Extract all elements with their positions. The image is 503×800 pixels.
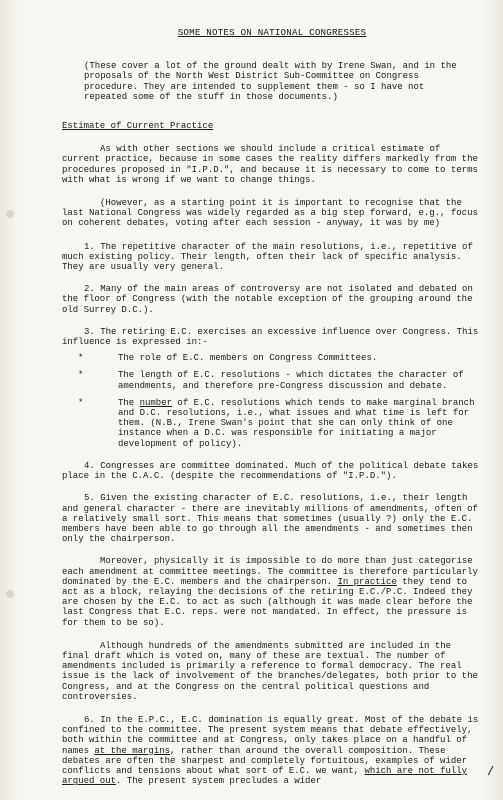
continuation-mark: / (487, 765, 495, 779)
bullet-item (62, 398, 482, 449)
numbered-point-3: 3. The retiring E.C. exercises an excessive influence over Congress. This influence is expressed in:- (62, 326, 479, 348)
bullet-item (62, 353, 482, 363)
underlined-text: at the margins (94, 745, 171, 756)
bullet-text-start: The (118, 397, 140, 408)
paragraph-text-end: they tend to act as a block, relaying the decisions of the retiring E.C./P.C. Indeed they are chosen by the E.C. to act as such (although it was made clear before the last Congress that E.C. reps. were not mandated. In effect, the pressure is for them to be so). (62, 576, 473, 628)
punch-hole (6, 590, 14, 598)
paragraph (62, 556, 482, 627)
numbered-point-6 (62, 715, 482, 786)
numbered-point-4: 4. Congresses are committee dominated. Much of the political debate takes place in the C.A.C. (despite the recommendations of "I.P.D."). (62, 460, 479, 482)
asterisk-icon: * (78, 370, 84, 381)
paragraph: As with other sections we should include a critical estimate of current practice, because in some cases the reality differs markedly from the procedures proposed in "I.P.D.", and because it is necessary to come to terms with what is wrong if we want to change things. (62, 144, 478, 185)
punch-hole (6, 210, 14, 218)
paragraph: (However, as a starting point it is important to recognise that the last National Congress was widely regarded as a big step forward, e.g., focus on coherent debates, voting after each session - anyway, it was by me) (62, 198, 478, 229)
point-text-start: 6. In the E.P.C., E.C. domination is equally great. Most of the debate is confined to the committee. The present system means that debate effectively, both within the committee and at Congress, only takes place on a handful of names (62, 714, 479, 756)
asterisk-icon: * (78, 397, 84, 408)
numbered-point-5: 5. Given the existing character of E.C. resolutions, i.e., their length and general character - there are inevitably millions of amendments, often of a relatively small sort. This means that sometimes (usually ?) only the E.C. members have been able to go through all the amendments - and sometimes then only the chairperson. (62, 493, 478, 545)
bullet-text: The role of E.C. members on Congress Committees. (118, 353, 378, 364)
bullet-item (62, 370, 482, 390)
asterisk-icon: * (78, 353, 84, 364)
point-text-end: . The present system precludes a wider (116, 776, 322, 787)
numbered-point-2: 2. Many of the main areas of controversy are not isolated and debated on the floor of Congress (with the notable exception of the grouping around the old Surrey D.C.). (62, 284, 473, 315)
paragraph-text-start: Moreover, physically it is impossible to do more than just categorise each amendment at committee meetings. The committee is therefore particularly dominated by the E.C. members and the chairperson. (62, 556, 478, 587)
bullet-list (62, 353, 482, 449)
intro-paragraph: (These cover a lot of the ground dealt with by Irene Swan, and in the proposals of the North West District Sub-Committee on Congress procedure. They are intended to supplement them - so I have not repeated some of the stuff in those documents.) (84, 61, 457, 102)
underlined-text: number (139, 397, 173, 408)
point-text-middle: , rather than around the overall composition. These debates are often the sharpest and completely fortuitous, examples of wider conflicts and tensions about what sort of E.C. we want, (62, 745, 468, 776)
bullet-text: The length of E.C. resolutions - which dictates the character of amendments, and therefore pre-Congress discussion and debate. (118, 370, 464, 391)
section-heading: Estimate of Current Practice (62, 121, 214, 132)
document-title: SOME NOTES ON NATIONAL CONGRESSES (177, 27, 367, 38)
numbered-point-1: 1. The repetitive character of the main resolutions, i.e., repetitive of much existing policy. Their length, often their lack of specific analysis. They are usually very general. (62, 241, 473, 273)
paragraph: Although hundreds of the amendments submitted are included in the final draft which is voted on, many of these are textual. The number of amendments included is primarily a reference to formal democracy. The real issue is the lack of involvement of the branches/delegates, both prior to the Congress, and at the Congress on the central political questions and controversies. (62, 640, 478, 702)
underlined-text: which are not fully argued out (62, 765, 468, 787)
document-body (62, 28, 482, 798)
bullet-text-end: of E.C. resolutions which tends to make marginal branch and D.C. resolutions, i.e., what issues and what time is left for them. (N.B., Irene Swan's point that she can only think of one instance when a D.C. was responsible for initiating a major development of policy). (118, 397, 475, 449)
underlined-text: In practice (337, 576, 397, 587)
